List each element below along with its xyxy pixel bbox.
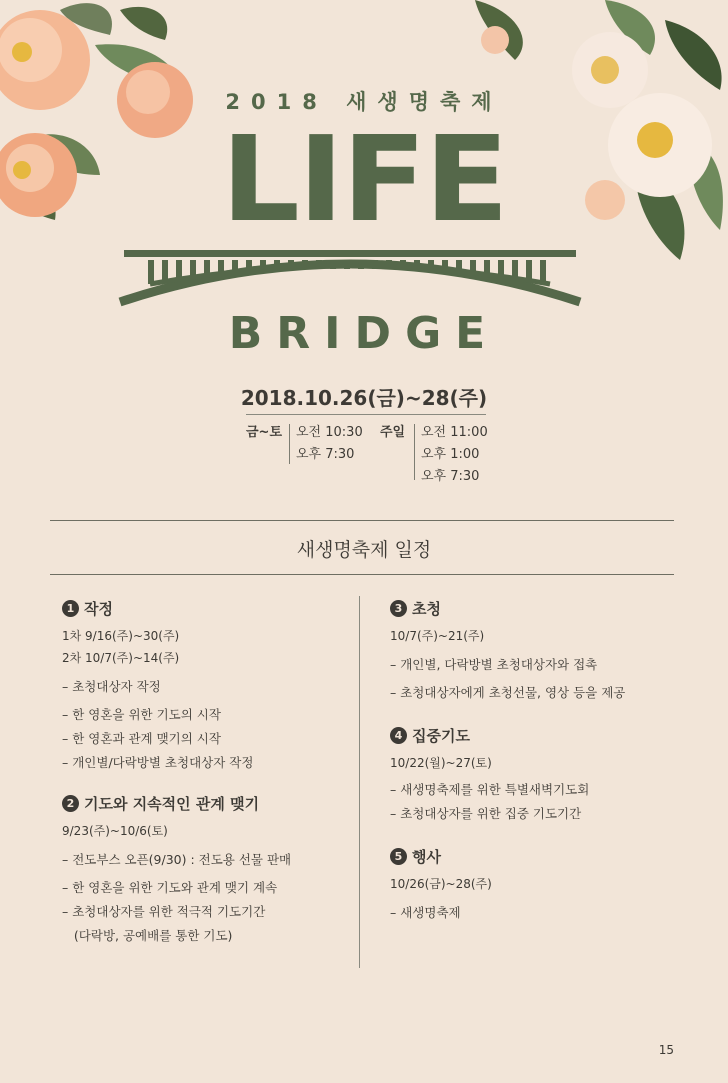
section-item: – 개인별, 다락방별 초청대상자와 접촉	[390, 657, 598, 672]
time-divider	[289, 424, 290, 464]
page-number: 15	[658, 1043, 674, 1057]
number-badge: 3	[390, 600, 407, 617]
section-date: 9/23(주)~10/6(토)	[62, 824, 168, 838]
number-badge: 5	[390, 848, 407, 865]
weekday-times	[296, 422, 363, 466]
schedule-section	[62, 598, 352, 775]
section-heading	[390, 725, 680, 746]
section-item: (다락방, 공예배를 통한 기도)	[62, 928, 233, 943]
section-heading	[62, 598, 352, 619]
section-title: 집중기도	[412, 727, 470, 745]
number-badge: 1	[62, 600, 79, 617]
section-item: – 초청대상자를 위한 적극적 기도기간	[62, 904, 266, 919]
section-item: – 초청대상자에게 초청선물, 영상 등을 제공	[390, 685, 626, 700]
weekday-label: 금~토	[246, 425, 283, 440]
time-divider	[414, 424, 415, 480]
sunday-time: 오후 7:30	[421, 469, 480, 484]
schedule-title: 새생명축제 일정	[296, 539, 432, 561]
section-heading	[390, 598, 680, 619]
weekday-time: 오후 7:30	[296, 447, 355, 462]
section-title: 초청	[412, 600, 441, 618]
section-item: – 한 영혼과 관계 맺기의 시작	[62, 731, 221, 746]
section-date: 10/26(금)~28(주)	[390, 877, 492, 891]
schedule-section	[390, 846, 680, 925]
life-title: LIFE	[221, 110, 507, 248]
schedule-section	[390, 598, 680, 705]
schedule-section	[390, 725, 680, 826]
section-item: – 새생명축제를 위한 특별새벽기도회	[390, 782, 590, 797]
number-badge: 4	[390, 727, 407, 744]
section-item: – 전도부스 오픈(9/30) : 전도용 선물 판매	[62, 852, 292, 867]
schedule-top-rule	[50, 520, 674, 521]
section-title: 작정	[84, 600, 113, 618]
festival-year-title: 2018 새생명축제	[225, 90, 503, 114]
sunday-time: 오전 11:00	[421, 425, 488, 440]
bridge-title: BRIDGE	[228, 308, 500, 359]
number-badge: 2	[62, 795, 79, 812]
section-date: 10/22(월)~27(토)	[390, 756, 492, 770]
section-heading	[62, 793, 352, 814]
section-item: – 한 영혼을 위한 기도의 시작	[62, 707, 221, 722]
section-heading	[390, 846, 680, 867]
date-divider	[246, 414, 486, 415]
schedule-right-column	[390, 598, 680, 925]
section-title: 행사	[412, 848, 441, 866]
sunday-time: 오후 1:00	[421, 447, 480, 462]
sunday-times	[421, 422, 488, 488]
section-item: – 새생명축제	[390, 905, 461, 920]
section-title: 기도와 지속적인 관계 맺기	[84, 795, 260, 813]
section-date: 10/7(주)~21(주)	[390, 629, 485, 643]
section-item: – 초청대상자 작정	[62, 679, 161, 694]
section-item: – 초청대상자를 위한 집중 기도기간	[390, 806, 582, 821]
sunday-label: 주일	[380, 425, 406, 440]
schedule-section	[62, 793, 352, 948]
event-date: 2018.10.26(금)~28(주)	[240, 386, 488, 410]
section-date: 1차 9/16(주)~30(주)	[62, 629, 180, 643]
bridge-icon	[110, 236, 590, 316]
weekday-time: 오전 10:30	[296, 425, 363, 440]
schedule-bottom-rule	[50, 574, 674, 575]
column-divider	[359, 596, 360, 968]
section-date: 2차 10/7(주)~14(주)	[62, 651, 180, 665]
section-item: – 개인별/다락방별 초청대상자 작정	[62, 755, 254, 770]
section-item: – 한 영혼을 위한 기도와 관계 맺기 계속	[62, 880, 278, 895]
schedule-left-column	[62, 598, 352, 948]
